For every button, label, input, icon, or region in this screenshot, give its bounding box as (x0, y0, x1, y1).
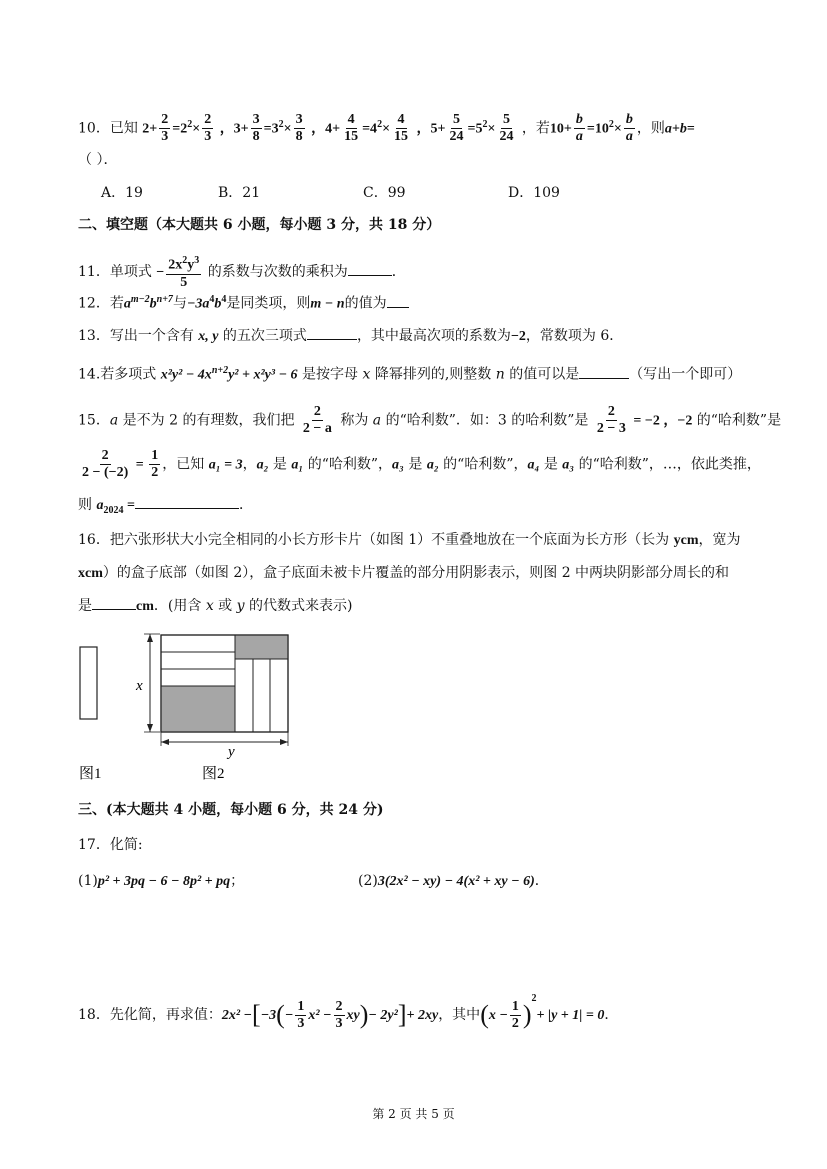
q14-text: 的值可以是 (504, 366, 580, 383)
q10-term: ，5+ (416, 121, 446, 137)
question-16-line-1 (78, 530, 741, 551)
q12-number: 12．若 (78, 295, 124, 312)
q18-term: − 2y² (368, 1008, 398, 1023)
q10-fraction: $\frac{4}{15}$ (394, 112, 409, 144)
q14-text: 降幂排列的,则整数 (370, 366, 496, 383)
question-15-line-1 (78, 404, 781, 437)
q12-power: 4 (221, 294, 227, 305)
q16-text: 的代数式来表示) (244, 598, 353, 614)
q14-var: x (362, 366, 371, 383)
q16-unit: cm (136, 599, 154, 614)
q18-term: 2x² − (221, 1008, 253, 1023)
q12-term: −3a (186, 296, 210, 312)
q15-text: 是 (403, 456, 427, 473)
q11-number: 11．单项式 (78, 263, 157, 280)
q10-power: 2 (187, 118, 193, 130)
q17-part-1-label: (1) (78, 873, 98, 889)
q15-text: 的“哈利数”．如：3 的哈利数”是 (381, 412, 593, 429)
q13-text: ，其中最高次项的系数为 (356, 328, 511, 344)
q18-term: x² − (308, 1008, 332, 1023)
q15-term: a₃ (392, 457, 404, 473)
q12-power: n+7 (156, 294, 173, 305)
q15-end: ． (238, 497, 253, 513)
q10-option-c: C．99 (363, 185, 406, 201)
x-dimension-label: x (136, 678, 143, 694)
q18-paren: ( (480, 1000, 489, 1029)
q14-answer-blank[interactable] (579, 364, 629, 379)
q15-text: 是不为 2 的有理数，我们把 (118, 412, 299, 429)
q10-term: =4 (362, 121, 378, 137)
q18-fraction: $\frac{1}{2}$ (511, 998, 519, 1031)
q10-fraction: $\frac{2}{3}$ (161, 112, 169, 144)
q15-text: = −2 ， (629, 413, 678, 429)
q13-text: 的五次三项式 (218, 328, 307, 344)
q18-bracket: ] (397, 1000, 407, 1029)
section-3-heading: 三、(本大题共 4 小题，每小题 6 分，共 24 分) (78, 802, 384, 818)
arrow-down-icon (147, 724, 153, 732)
q16-figures (70, 628, 310, 783)
q15-equals: = (132, 457, 148, 473)
arrow-left-icon (161, 739, 169, 745)
q11-neg: − (156, 264, 165, 280)
q10-power: 2 (278, 118, 284, 130)
q16-width: xcm (78, 566, 103, 581)
q10-term: 10+ (549, 121, 572, 137)
figure-1-caption: 图1 (79, 766, 102, 782)
q10-fraction: $\frac{b}{a}$ (625, 112, 633, 144)
q10-term: =2 (172, 121, 188, 137)
q16-length: ycm (673, 533, 699, 548)
q15-var: a (109, 412, 119, 429)
q15-fraction: $\frac{2}{2 - a}$ (302, 404, 332, 436)
q15-text: 的“哈利数”，…，依此类推， (574, 456, 761, 473)
q10-term: =5 (467, 121, 483, 137)
q18-text: ，其中 (438, 1007, 481, 1023)
q10-fraction: $\frac{3}{8}$ (295, 112, 303, 144)
arrow-right-icon (280, 739, 288, 745)
q17-part-2-expr: 3(2x² − xy) − 4(x² + xy − 6) (377, 874, 535, 889)
q15-term: a (96, 498, 104, 513)
q18-term: xy (346, 1008, 360, 1023)
q11-end: ． (391, 263, 406, 280)
question-17-title: 17．化简: (78, 837, 143, 853)
question-13 (78, 325, 623, 347)
q16-answer-blank[interactable] (92, 595, 136, 610)
q10-fraction: $\frac{5}{24}$ (499, 112, 514, 144)
q14-power: n+2 (211, 365, 229, 376)
q10-power: 2 (608, 118, 614, 130)
q13-coef: −2 (510, 329, 526, 344)
q12-power: 4 (209, 294, 215, 305)
q15-text: 是 (268, 456, 292, 473)
question-10 (78, 112, 695, 145)
q18-fraction: $\frac{1}{3}$ (297, 998, 305, 1031)
q13-answer-blank[interactable] (307, 325, 357, 340)
shaded-region-top-right (235, 635, 288, 659)
q15-text: 则 (78, 497, 97, 513)
q16-text: ．(用含 (153, 598, 206, 614)
arrow-up-icon (147, 634, 153, 642)
q15-value: −2 (677, 413, 693, 429)
q10-times: × (382, 121, 391, 137)
q18-paren: ) (522, 1000, 532, 1029)
section-2-heading: 二、填空题（本大题共 6 小题，每小题 3 分，共 18 分） (78, 217, 441, 233)
q10-option-b: B．21 (218, 185, 261, 201)
q12-text: 与 (172, 295, 187, 312)
q11-text: 的系数与次数的乘积为 (203, 263, 348, 280)
q13-text: ，常数项为 6． (525, 328, 624, 344)
q10-times: × (613, 121, 622, 137)
q12-expr: m − n (310, 296, 345, 312)
q10-term: ，4+ (311, 121, 341, 137)
q15-fraction: $\frac{2}{2 - (-2)}$ (82, 448, 129, 480)
q12-power: m−2 (130, 294, 150, 305)
y-dimension-label: y (228, 744, 235, 760)
q18-term: − (284, 1008, 294, 1023)
q10-fraction: $\frac{4}{15}$ (344, 112, 359, 144)
q14-poly: x²y² − 4x (160, 367, 212, 383)
q10-fraction: $\frac{2}{3}$ (204, 112, 212, 144)
q14-text: （写出一个即可） (629, 366, 742, 383)
question-12 (78, 290, 409, 315)
q16-var: x (205, 598, 214, 614)
q14-var: n (495, 366, 505, 383)
q18-term: + |y + 1| = 0 (536, 1008, 605, 1023)
q15-text: ，已知 (162, 456, 209, 473)
q18-bracket: [ (252, 1000, 261, 1029)
question-11 (78, 253, 406, 291)
q12-text: 是同类项，则 (226, 295, 311, 312)
q18-fraction: $\frac{2}{3}$ (335, 998, 343, 1031)
q15-term: a₃ (562, 457, 575, 473)
question-16-line-2 (78, 563, 729, 584)
q12-term: b (149, 296, 157, 312)
q16-text: ，宽为 (698, 532, 741, 548)
figure-1-card (80, 647, 97, 719)
q12-term: b (214, 296, 222, 312)
question-18 (78, 989, 618, 1032)
q10-term: 2+ (142, 121, 158, 137)
q15-term: a₄ (527, 457, 540, 473)
q10-text: ，则 (636, 120, 665, 137)
q10-fraction: $\frac{5}{24}$ (449, 112, 464, 144)
q10-fraction: $\frac{b}{a}$ (575, 112, 583, 144)
q18-power: 2 (531, 993, 537, 1004)
question-15-line-2 (78, 448, 761, 481)
q10-term: =3 (263, 121, 279, 137)
q11-answer-blank[interactable] (348, 261, 392, 276)
q10-equals: = (686, 121, 695, 137)
q10-times: × (192, 121, 201, 137)
q14-poly: y² + x²y³ − 6 (228, 367, 298, 383)
q16-text: 是 (78, 598, 92, 614)
q15-text: ， (242, 456, 257, 473)
q10-answer-paren: （ ）． (78, 152, 118, 168)
q17-part-2-end: ． (534, 873, 549, 889)
q14-text: 是按字母 (297, 366, 363, 383)
q10-power: 2 (377, 118, 383, 130)
q10-option-a: A．19 (101, 185, 143, 201)
q10-term: =10 (586, 121, 609, 137)
q15-text: 是 (539, 456, 563, 473)
q18-end: ． (604, 1007, 619, 1023)
q16-var: y (236, 598, 245, 614)
q15-term: a₁ = 3 (208, 457, 243, 473)
q16-text: ）的盒子底部（如图 2），盒子底面未被卡片覆盖的部分用阴影表示，则图 2 中两块阴影部分周长的和 (102, 565, 730, 581)
question-14 (78, 361, 741, 386)
q10-times: × (283, 121, 292, 137)
q15-term: a₂ (256, 457, 269, 473)
q15-text: 的“哈利数”， (303, 456, 393, 473)
q18-term: + 2xy (406, 1008, 439, 1023)
q17-part-2-label: (2) (358, 873, 378, 889)
q10-text: ，若 (521, 120, 550, 137)
q13-text: 13．写出一个含有 (78, 328, 199, 344)
q18-paren: ( (276, 1000, 285, 1029)
q10-times: × (487, 121, 496, 137)
q13-vars: x, y (198, 329, 219, 344)
q10-term: ，3+ (219, 121, 249, 137)
q10-ask: a+b (664, 121, 687, 137)
q17-part-1 (78, 871, 244, 892)
question-16-line-3 (78, 595, 352, 617)
q15-term: a₂ (426, 457, 439, 473)
q14-text: 14.若多项式 (78, 366, 161, 383)
q17-part-1-expr: p² + 3pq − 6 − 8p² + pq (97, 874, 231, 889)
q15-fraction: $\frac{1}{2}$ (151, 448, 159, 480)
q15-equals: = (123, 498, 135, 513)
q12-answer-blank[interactable] (387, 293, 409, 308)
q12-text: 的值为 (344, 295, 387, 312)
q15-subscript: 2024 (103, 504, 124, 516)
q18-paren: ) (359, 1000, 369, 1029)
q16-text: 或 (213, 598, 237, 614)
q15-var: a (372, 412, 382, 429)
question-15-line-3 (78, 494, 253, 521)
q15-text: 的“哈利数”， (438, 456, 528, 473)
q11-fraction: $\frac{2x^2y^3}{5}$ (168, 255, 200, 290)
q17-part-2 (358, 871, 549, 892)
q10-power: 2 (482, 118, 488, 130)
q15-text: 的“哈利数”是 (692, 412, 782, 429)
q12-term: a (123, 296, 131, 312)
q10-fraction: $\frac{3}{8}$ (252, 112, 260, 144)
q15-text: 称为 (335, 412, 373, 429)
page-footer: 第 2 页 共 5 页 (372, 1107, 455, 1121)
q15-answer-blank[interactable] (135, 494, 239, 509)
q18-term: x − (488, 1008, 508, 1023)
q10-number: 10．已知 (78, 120, 138, 137)
q18-text: 18．先化简，再求值： (78, 1007, 222, 1023)
q18-term: −3 (260, 1008, 277, 1023)
q16-text: 16．把六张形状大小完全相同的小长方形卡片（如图 1）不重叠地放在一个底面为长方形（长为 (78, 532, 674, 548)
q10-option-d: D．109 (508, 185, 560, 201)
q15-fraction: $\frac{2}{2 - 3}$ (596, 404, 626, 436)
q17-part-1-end: ； (230, 873, 245, 889)
shaded-region-bottom-left (161, 686, 235, 732)
q15-number: 15． (78, 412, 110, 429)
q15-term: a₁ (291, 457, 304, 473)
figure-2-caption: 图2 (202, 766, 225, 782)
